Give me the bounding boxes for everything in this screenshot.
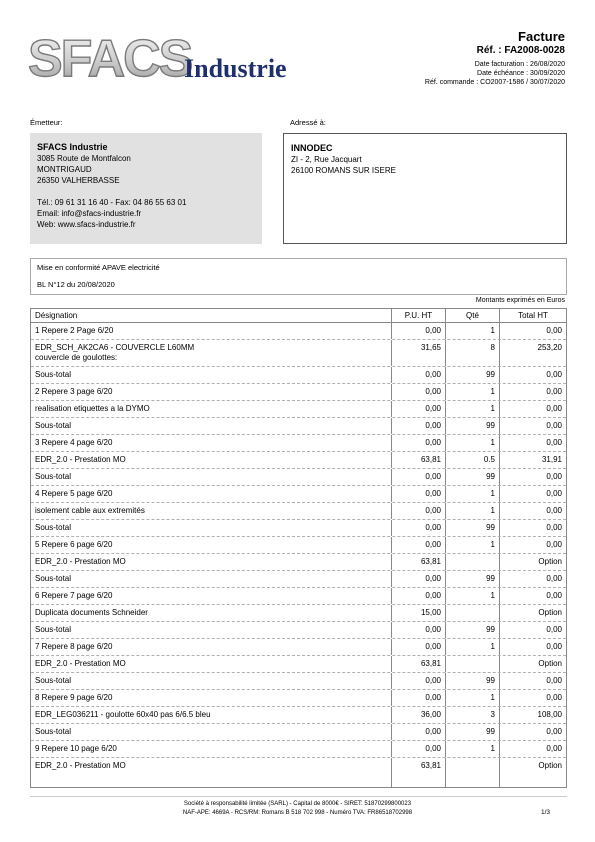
line-total: Option	[538, 608, 562, 617]
order-reference: Réf. commande : CO2007-1586 / 30/07/2020	[424, 79, 565, 86]
line-quantity: 1	[446, 503, 500, 519]
line-total: 0,00	[546, 727, 562, 736]
recipient-name: INNODEC	[291, 143, 333, 153]
recipient-label: Adressé à:	[290, 118, 326, 127]
line-designation: EDR_2.0 - Prestation MO	[31, 758, 392, 775]
footer-legal-line: Société à responsabilité limitée (SARL) - Capital de 8000€ - SIRET: 51870299800023	[183, 801, 412, 807]
table-row	[31, 571, 566, 588]
line-total: 0,00	[546, 693, 562, 702]
line-quantity: 1	[446, 401, 500, 417]
invoice-subject: Mise en conformité APAVE electricité	[37, 263, 160, 272]
line-designation: 5 Repere 6 page 6/20	[31, 537, 392, 553]
line-quantity: 0.5	[446, 452, 500, 468]
line-quantity: 99	[446, 469, 500, 485]
line-quantity: 99	[446, 724, 500, 740]
invoice-reference: Réf. : FA2008-0028	[476, 45, 565, 56]
line-total: 0,00	[546, 472, 562, 481]
line-unit-price: 0,00	[392, 435, 446, 451]
line-quantity: 1	[446, 384, 500, 400]
line-designation: Sous-total	[31, 418, 392, 434]
company-logo	[26, 28, 316, 90]
line-total: 0,00	[546, 438, 562, 447]
table-row	[31, 340, 566, 367]
line-total: Option	[538, 557, 562, 566]
line-designation: 4 Repere 5 page 6/20	[31, 486, 392, 502]
emitter-label: Émetteur:	[30, 118, 63, 127]
line-unit-price: 0,00	[392, 724, 446, 740]
line-designation: realisation etiquettes a la DYMO	[31, 401, 392, 417]
invoice-info-box	[30, 258, 567, 295]
invoice-lines-table	[30, 308, 567, 788]
line-designation: Duplicata documents Schneider	[31, 605, 392, 621]
legal-footer	[0, 800, 595, 818]
line-unit-price: 0,00	[392, 486, 446, 502]
emitter-address-line: MONTRIGAUD	[37, 165, 92, 174]
line-unit-price: 0,00	[392, 520, 446, 536]
line-total: 0,00	[546, 574, 562, 583]
invoice-date: Date facturation : 26/08/2020	[474, 61, 565, 68]
line-total: 0,00	[546, 744, 562, 753]
table-row	[31, 384, 566, 401]
table-row	[31, 605, 566, 622]
table-row	[31, 401, 566, 418]
table-row	[31, 486, 566, 503]
line-quantity: 1	[446, 639, 500, 655]
line-total: Option	[538, 761, 562, 770]
line-unit-price: 0,00	[392, 323, 446, 339]
column-header-unit-price: P.U. HT	[392, 309, 446, 322]
recipient-address-line: 26100 ROMANS SUR ISERE	[291, 166, 396, 175]
line-designation: Sous-total	[31, 571, 392, 587]
line-total: 0,00	[546, 523, 562, 532]
column-header-quantity: Qté	[446, 309, 500, 322]
line-unit-price: 63,81	[392, 452, 446, 468]
line-quantity: 99	[446, 673, 500, 689]
table-row	[31, 418, 566, 435]
line-unit-price: 0,00	[392, 537, 446, 553]
table-row	[31, 639, 566, 656]
line-designation: EDR_2.0 - Prestation MO	[31, 656, 392, 672]
line-unit-price: 0,00	[392, 639, 446, 655]
line-total: 0,00	[546, 642, 562, 651]
table-row	[31, 537, 566, 554]
currency-note: Montants exprimés en Euros	[475, 297, 565, 304]
line-total: 0,00	[546, 404, 562, 413]
table-row	[31, 367, 566, 384]
table-row	[31, 690, 566, 707]
table-row	[31, 588, 566, 605]
line-unit-price: 0,00	[392, 673, 446, 689]
line-designation: 3 Repere 4 page 6/20	[31, 435, 392, 451]
emitter-address-line: 3085 Route de Montfalcon	[37, 154, 131, 163]
line-quantity	[446, 656, 500, 672]
line-quantity	[446, 758, 500, 775]
line-unit-price: 63,81	[392, 656, 446, 672]
line-total: 0,00	[546, 676, 562, 685]
emitter-web: Web: www.sfacs-industrie.fr	[37, 220, 136, 229]
line-unit-price: 0,00	[392, 367, 446, 383]
table-body	[31, 323, 566, 775]
line-quantity: 1	[446, 537, 500, 553]
page-number: 1/3	[540, 809, 550, 816]
line-unit-price: 0,00	[392, 418, 446, 434]
table-row	[31, 673, 566, 690]
line-quantity: 99	[446, 571, 500, 587]
footer-divider	[30, 796, 567, 797]
invoice-title: Facture	[518, 29, 565, 44]
line-designation: 1 Repere 2 Page 6/20	[31, 323, 392, 339]
line-designation: Sous-total	[31, 367, 392, 383]
svg-text:Industrie: Industrie	[184, 54, 287, 83]
line-unit-price: 63,81	[392, 758, 446, 775]
line-unit-price: 36,00	[392, 707, 446, 723]
line-unit-price: 63,81	[392, 554, 446, 570]
line-designation: Sous-total	[31, 469, 392, 485]
line-quantity: 1	[446, 741, 500, 757]
recipient-address-line: ZI - 2, Rue Jacquart	[291, 155, 362, 164]
column-header-designation: Désignation	[31, 309, 392, 322]
line-designation: Sous-total	[31, 673, 392, 689]
table-row	[31, 741, 566, 758]
line-quantity: 1	[446, 588, 500, 604]
table-empty-row	[31, 775, 566, 787]
line-unit-price: 0,00	[392, 384, 446, 400]
table-row	[31, 469, 566, 486]
delivery-note-reference: BL N°12 du 20/08/2020	[37, 280, 115, 289]
emitter-email: Email: info@sfacs-industrie.fr	[37, 209, 142, 218]
line-unit-price: 0,00	[392, 469, 446, 485]
table-header-row	[31, 309, 566, 323]
emitter-phone: Tél.: 09 61 31 16 40 - Fax: 04 86 55 63 01	[37, 198, 187, 207]
line-unit-price: 0,00	[392, 571, 446, 587]
emitter-address-line: 26350 VALHERBASSE	[37, 176, 120, 185]
table-row	[31, 758, 566, 775]
line-designation: 2 Repere 3 page 6/20	[31, 384, 392, 400]
table-row	[31, 435, 566, 452]
line-total: 0,00	[546, 326, 562, 335]
line-total: Option	[538, 659, 562, 668]
table-row	[31, 707, 566, 724]
line-quantity: 99	[446, 520, 500, 536]
column-header-total: Total HT	[518, 311, 548, 320]
line-designation-detail: couvercle de goulottes:	[35, 353, 118, 362]
table-row	[31, 452, 566, 469]
table-row	[31, 503, 566, 520]
line-total: 0,00	[546, 591, 562, 600]
footer-legal-line: NAF-APE: 4669A - RCS/RM: Romans B 518 702 998 - Numéro TVA: FR86518702998	[182, 810, 413, 816]
line-unit-price: 0,00	[392, 503, 446, 519]
emitter-box	[30, 133, 262, 244]
line-designation: Sous-total	[31, 724, 392, 740]
line-total: 0,00	[546, 387, 562, 396]
line-unit-price: 0,00	[392, 622, 446, 638]
line-total: 0,00	[546, 506, 562, 515]
line-quantity	[446, 605, 500, 621]
line-quantity: 1	[446, 486, 500, 502]
line-quantity	[446, 554, 500, 570]
line-designation: EDR_LEG036211 - goulotte 60x40 pas 6/6.5 bleu	[31, 707, 392, 723]
invoice-header	[425, 30, 565, 87]
line-total: 0,00	[546, 625, 562, 634]
line-quantity: 99	[446, 418, 500, 434]
line-total: 0,00	[546, 370, 562, 379]
line-total: 0,00	[546, 489, 562, 498]
line-unit-price: 0,00	[392, 588, 446, 604]
table-row	[31, 622, 566, 639]
line-designation: isolement cable aux extremités	[31, 503, 392, 519]
line-quantity: 8	[446, 340, 500, 366]
line-designation: EDR_2.0 - Prestation MO	[31, 554, 392, 570]
table-row	[31, 724, 566, 741]
line-quantity: 99	[446, 367, 500, 383]
line-quantity: 99	[446, 622, 500, 638]
line-unit-price: 15,00	[392, 605, 446, 621]
line-quantity: 1	[446, 435, 500, 451]
line-unit-price: 0,00	[392, 741, 446, 757]
line-designation: 8 Repere 9 page 6/20	[31, 690, 392, 706]
table-row	[31, 656, 566, 673]
svg-text:SFACS: SFACS	[28, 30, 192, 88]
invoice-due-date: Date échéance : 30/09/2020	[477, 70, 565, 77]
line-unit-price: 31,65	[392, 340, 446, 366]
line-total: 108,00	[537, 710, 562, 719]
line-designation: 6 Repere 7 page 6/20	[31, 588, 392, 604]
line-designation: EDR_2.0 - Prestation MO	[31, 452, 392, 468]
line-quantity: 3	[446, 707, 500, 723]
line-designation: 7 Repere 8 page 6/20	[31, 639, 392, 655]
table-row	[31, 554, 566, 571]
line-total: 0,00	[546, 540, 562, 549]
recipient-box	[283, 133, 567, 244]
line-designation: Sous-total	[31, 622, 392, 638]
line-quantity: 1	[446, 690, 500, 706]
table-row	[31, 520, 566, 537]
table-row	[31, 323, 566, 340]
line-unit-price: 0,00	[392, 690, 446, 706]
line-total: 253,20	[537, 343, 562, 352]
line-unit-price: 0,00	[392, 401, 446, 417]
line-total: 0,00	[546, 421, 562, 430]
line-designation: 9 Repere 10 page 6/20	[31, 741, 392, 757]
line-designation: Sous-total	[31, 520, 392, 536]
line-total: 31,91	[541, 455, 562, 464]
emitter-name: SFACS Industrie	[37, 142, 108, 152]
line-designation: EDR_SCH_AK2CA6 - COUVERCLE L60MM couvercle de goulottes:	[31, 340, 392, 366]
line-quantity: 1	[446, 323, 500, 339]
